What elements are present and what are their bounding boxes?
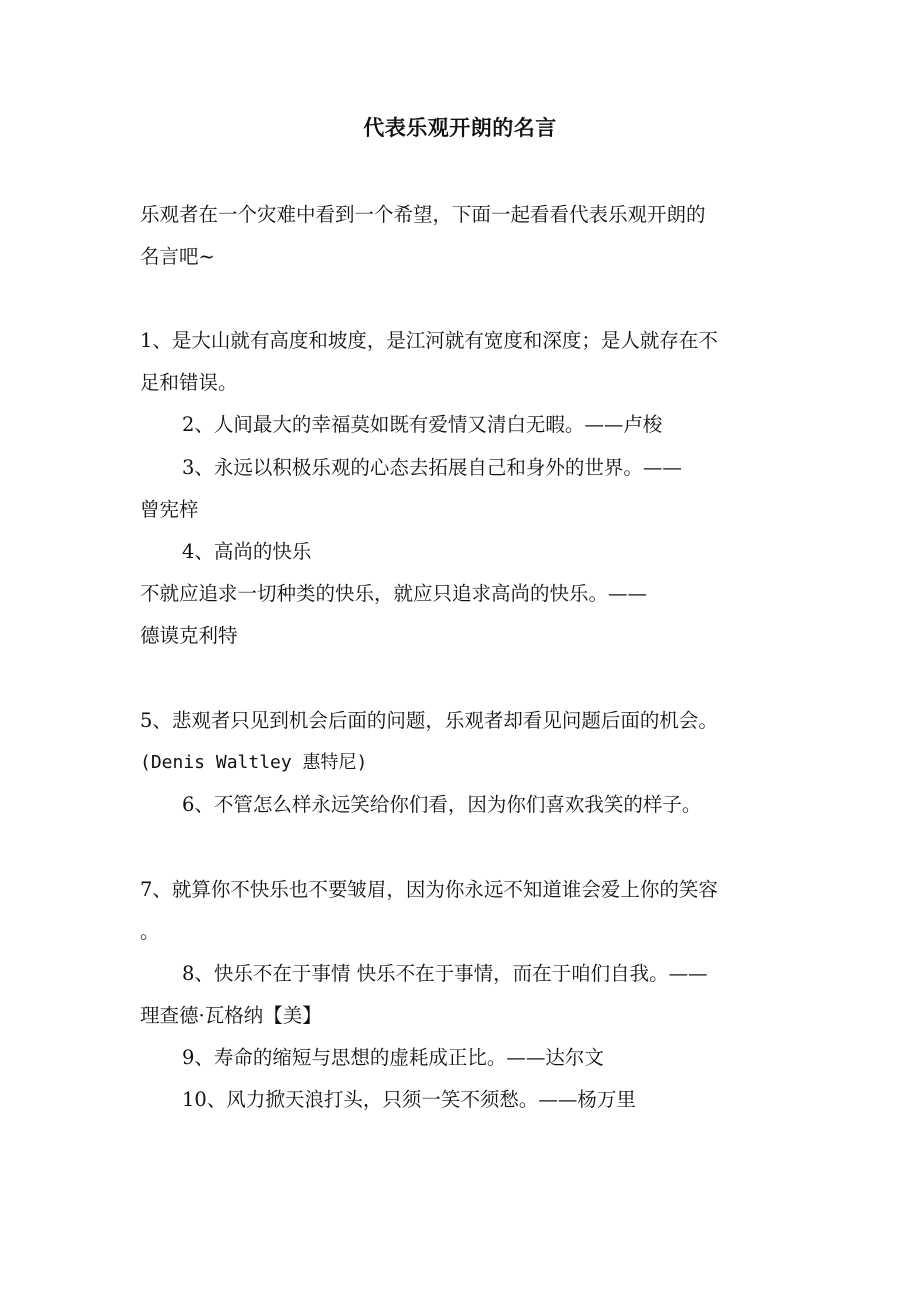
quote-9-line-1: 9、寿命的缩短与思想的虚耗成正比。——达尔文 <box>182 1046 604 1069</box>
quote-4-line-1: 4、高尚的快乐 <box>182 540 312 563</box>
quote-8-line-1: 8、快乐不在于事情 快乐不在于事情，而在于咱们自我。—— <box>182 962 708 985</box>
document-title: 代表乐观开朗的名言 <box>363 115 557 140</box>
quote-4-line-2: 不就应追求一切种类的快乐，就应只追求高尚的快乐。—— <box>140 582 648 605</box>
quote-2-line-1: 2、人间最大的幸福莫如既有爱情又清白无暇。——卢梭 <box>182 413 663 436</box>
quote-5-line-1: 5、悲观者只见到机会后面的问题，乐观者却看见问题后面的机会。 <box>140 709 718 732</box>
quote-7-line-2: 。 <box>140 920 160 943</box>
quote-7-line-1: 7、就算你不快乐也不要皱眉，因为你永远不知道谁会爱上你的笑容 <box>140 878 718 901</box>
intro-line-2: 名言吧~ <box>140 245 215 268</box>
quote-6-line-1: 6、不管怎么样永远笑给你们看，因为你们喜欢我笑的样子。 <box>182 793 702 816</box>
quote-3-line-2: 曾宪梓 <box>140 498 199 521</box>
intro-line-1: 乐观者在一个灾难中看到一个希望，下面一起看看代表乐观开朗的 <box>140 203 706 226</box>
quote-5-line-2: (Denis Waltley 惠特尼) <box>140 752 368 773</box>
quote-10-line-1: 10、风力掀天浪打头，只须一笑不须愁。——杨万里 <box>182 1088 636 1111</box>
quote-4-line-3: 德谟克利特 <box>140 624 238 647</box>
quote-3-line-1: 3、永远以积极乐观的心态去拓展自己和身外的世界。—— <box>182 456 682 479</box>
quote-1-line-1: 1、是大山就有高度和坡度，是江河就有宽度和深度；是人就存在不 <box>140 329 718 352</box>
quote-1-line-2: 足和错误。 <box>140 371 238 394</box>
quote-8-line-2: 理查德·瓦格纳【美】 <box>140 1004 322 1027</box>
